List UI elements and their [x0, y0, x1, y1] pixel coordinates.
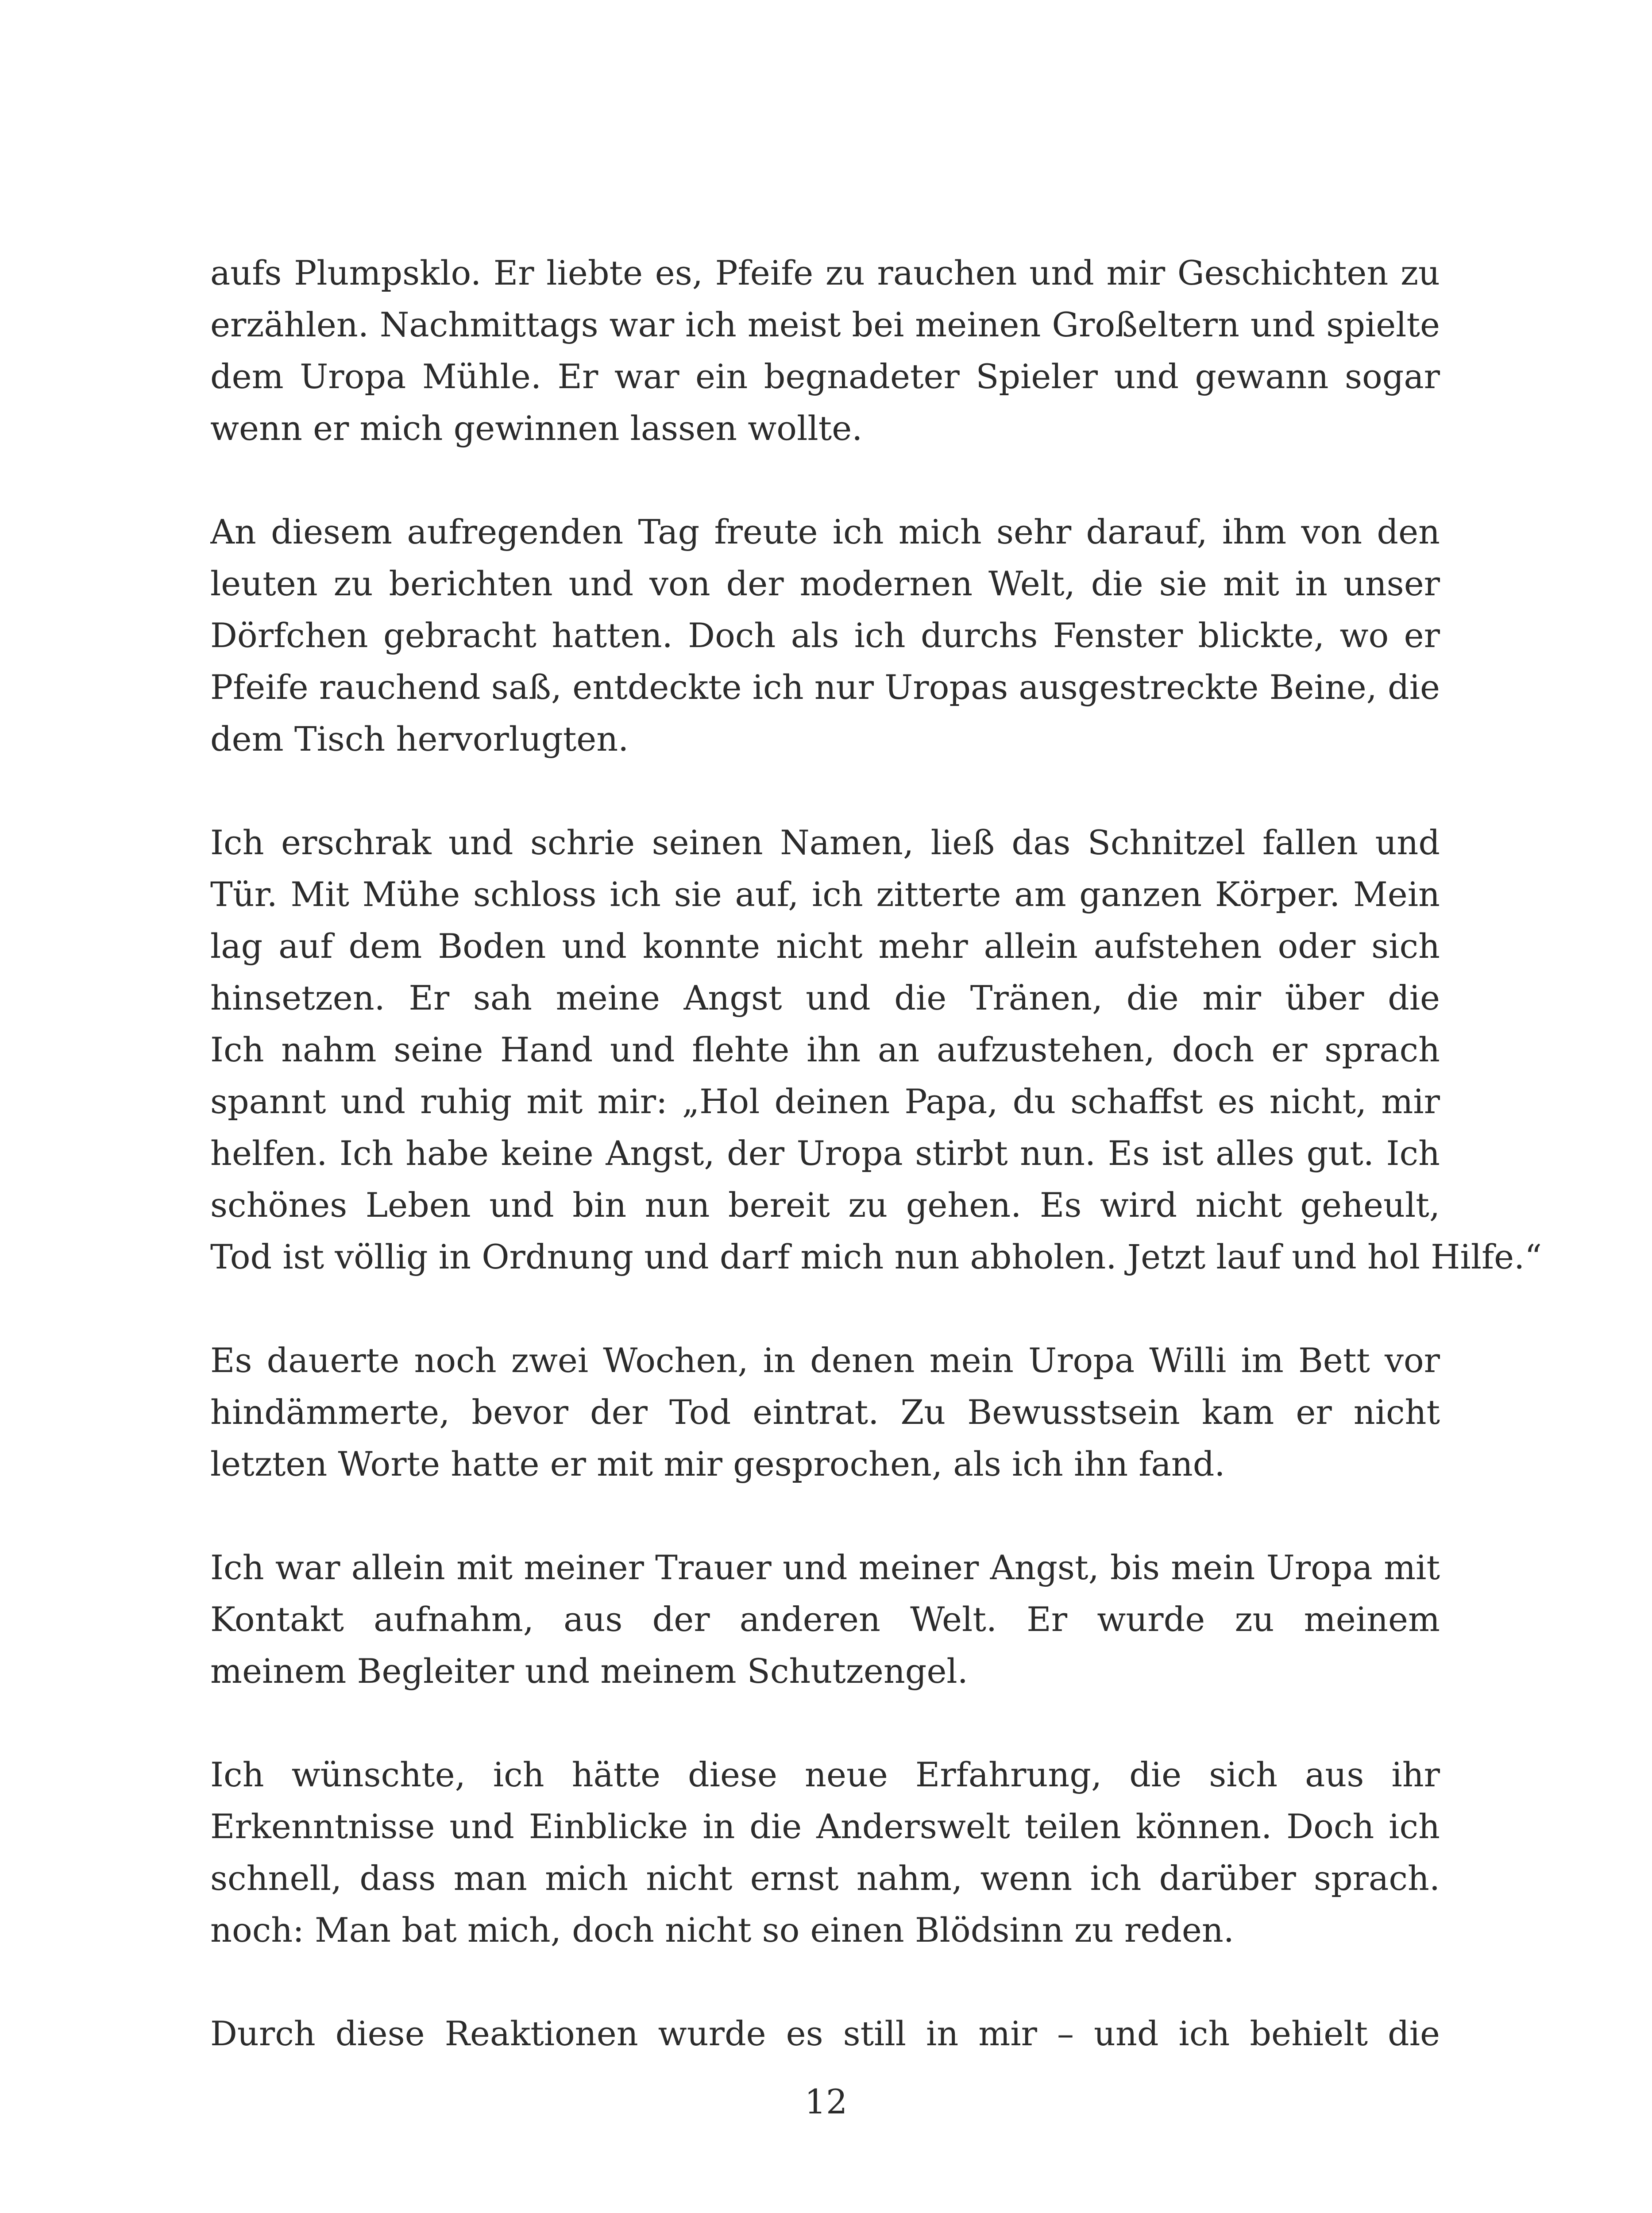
page-number: 12 — [804, 2082, 848, 2121]
text-line: dem Uropa Mühle. Er war ein begnadeter Spieler und gewann sogar — [210, 357, 1440, 396]
paragraph-5 — [210, 1542, 1440, 1697]
paragraph-2 — [210, 506, 1440, 765]
paragraph-7 — [210, 2008, 1440, 2059]
paragraph-6 — [210, 1749, 1440, 1956]
text-line: letzten Worte hatte er mit mir gesprochen, als ich ihn fand. — [210, 1444, 1225, 1484]
text-line: Tod ist völlig in Ordnung und darf mich nun abholen. Jetzt lauf und hol Hilfe.“ — [210, 1237, 1542, 1276]
text-line: lag auf dem Boden und konnte nicht mehr allein aufstehen oder sich — [210, 926, 1440, 966]
text-line: Ich nahm seine Hand und flehte ihn an aufzustehen, doch er sprach — [210, 1030, 1440, 1069]
text-line: Ich erschrak und schrie seinen Namen, ließ das Schnitzel fallen und — [210, 823, 1440, 862]
body-text — [210, 247, 1542, 2059]
text-line: Dörfchen gebracht hatten. Doch als ich durchs Fenster blickte, wo er — [210, 616, 1440, 655]
text-line: Pfeife rauchend saß, entdeckte ich nur Uropas ausgestreckte Beine, die — [210, 667, 1440, 707]
text-line: Durch diese Reaktionen wurde es still in mir – und ich behielt die — [210, 2014, 1440, 2053]
text-line: aufs Plumpsklo. Er liebte es, Pfeife zu rauchen und mir Geschichten zu — [210, 253, 1440, 293]
text-line: hinsetzen. Er sah meine Angst und die Tränen, die mir über die — [210, 978, 1440, 1018]
text-line: Erkenntnisse und Einblicke in die Anderswelt teilen können. Doch ich — [210, 1807, 1440, 1846]
text-line: An diesem aufregenden Tag freute ich mich sehr darauf, ihm von den — [210, 512, 1440, 551]
text-line: hindämmerte, bevor der Tod eintrat. Zu Bewusstsein kam er nicht — [210, 1392, 1440, 1432]
text-line: schönes Leben und bin nun bereit zu gehen. Es wird nicht geheult, — [210, 1185, 1440, 1225]
text-line: Kontakt aufnahm, aus der anderen Welt. Er wurde zu meinem — [210, 1600, 1440, 1639]
text-line: meinem Begleiter und meinem Schutzengel. — [210, 1651, 968, 1691]
paragraph-3 — [210, 817, 1542, 1283]
text-line: dem Tisch hervorlugten. — [210, 719, 629, 759]
text-line: noch: Man bat mich, doch nicht so einen Blödsinn zu reden. — [210, 1910, 1234, 1950]
paragraph-4 — [210, 1334, 1440, 1490]
text-line: wenn er mich gewinnen lassen wollte. — [210, 409, 863, 448]
paragraph-1 — [210, 247, 1440, 454]
text-line: Ich wünschte, ich hätte diese neue Erfahrung, die sich aus ihr — [210, 1755, 1440, 1794]
text-line: helfen. Ich habe keine Angst, der Uropa stirbt nun. Es ist alles gut. Ich — [210, 1133, 1440, 1173]
text-line: erzählen. Nachmittags war ich meist bei meinen Großeltern und spielte — [210, 305, 1440, 344]
text-line: Ich war allein mit meiner Trauer und meiner Angst, bis mein Uropa mit — [210, 1548, 1440, 1587]
text-line: Es dauerte noch zwei Wochen, in denen mein Uropa Willi im Bett vor — [210, 1341, 1440, 1380]
text-line: spannt und ruhig mit mir: „Hol deinen Papa, du schaffst es nicht, mir — [210, 1082, 1440, 1121]
text-line: leuten zu berichten und von der modernen Welt, die sie mit in unser — [210, 564, 1440, 603]
text-line: Tür. Mit Mühe schloss ich sie auf, ich zitterte am ganzen Körper. Mein — [210, 875, 1440, 914]
text-line: schnell, dass man mich nicht ernst nahm, wenn ich darüber sprach. — [210, 1858, 1440, 1898]
